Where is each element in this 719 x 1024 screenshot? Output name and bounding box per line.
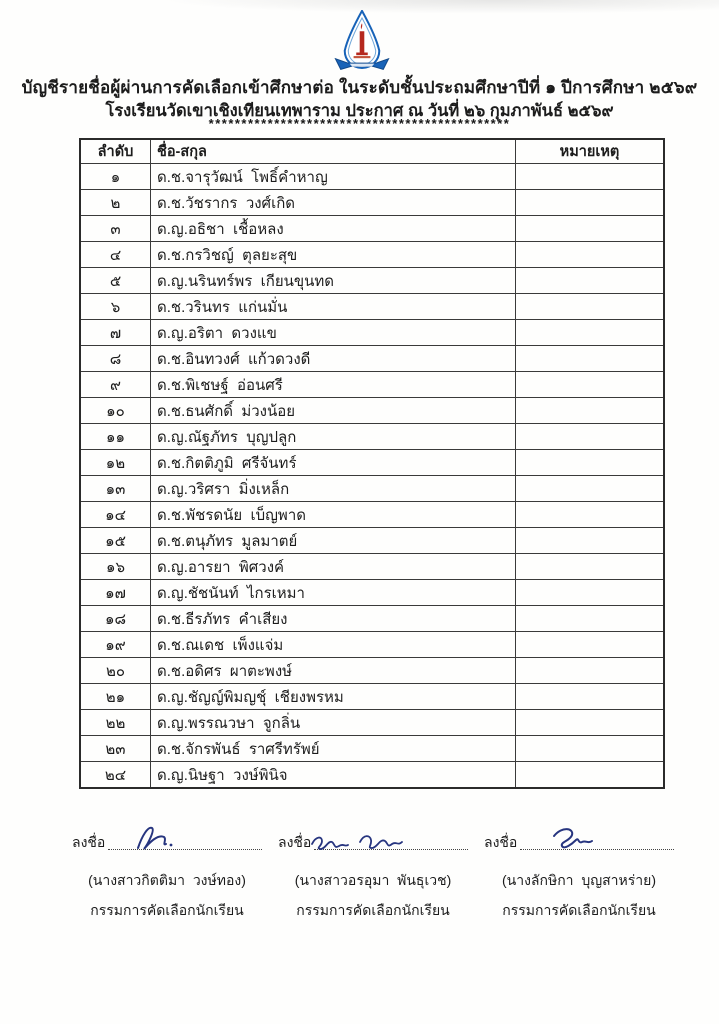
note-cell (516, 320, 665, 346)
signer-role: กรรมการคัดเลือกนักเรียน (90, 902, 244, 918)
student-name-cell: ด.ช.จักรพันธ์ ราศรีทรัพย์ (151, 736, 516, 762)
note-cell (516, 450, 665, 476)
column-header-no: ลำดับ (80, 139, 151, 164)
table-row (80, 268, 664, 294)
row-number-cell: ๙ (80, 372, 151, 398)
note-cell (516, 554, 665, 580)
student-name-cell: ด.ญ.อธิชา เชื้อหลง (151, 216, 516, 242)
note-cell (516, 268, 665, 294)
table-row (80, 658, 664, 684)
table-row (80, 294, 664, 320)
note-cell (516, 580, 665, 606)
student-name-cell: ด.ญ.ชัชนันท์ ไกรเหมา (151, 580, 516, 606)
row-number-cell: ๒๔ (80, 762, 151, 789)
table-row (80, 736, 664, 762)
row-number-cell: ๒ (80, 190, 151, 216)
student-name-cell: ด.ช.วรินทร แก่นมั่น (151, 294, 516, 320)
row-number-cell: ๖ (80, 294, 151, 320)
signer-name: (นางสาวกิตติมา วงษ์ทอง) (88, 872, 246, 888)
signer-name: (นางลักษิกา บุญสาหร่าย) (501, 872, 657, 888)
student-name-cell: ด.ญ.พรรณวษา จูกลิ่น (151, 710, 516, 736)
student-name-cell: ด.ญ.ณัฐภัทร บุญปลูก (151, 424, 516, 450)
table-row (80, 554, 664, 580)
table-row (80, 346, 664, 372)
sign-here-label: ลงชื่อ (72, 834, 106, 850)
row-number-cell: ๑๙ (80, 632, 151, 658)
row-number-cell: ๑๒ (80, 450, 151, 476)
student-name-cell: ด.ช.พิเชษฐ์ อ่อนศรี (151, 372, 516, 398)
note-cell (516, 528, 665, 554)
table-row (80, 528, 664, 554)
student-name-cell: ด.ช.กิตติภูมิ ศรีจันทร์ (151, 450, 516, 476)
note-cell (516, 762, 665, 789)
table-row (80, 476, 664, 502)
student-name-cell: ด.ญ.อริตา ดวงแข (151, 320, 516, 346)
table-row (80, 320, 664, 346)
table-row (80, 502, 664, 528)
note-cell (516, 632, 665, 658)
handwritten-signature (92, 822, 212, 856)
student-name-cell: ด.ช.อดิศร ผาตะพงษ์ (151, 658, 516, 684)
note-cell (516, 476, 665, 502)
table-row (80, 164, 664, 190)
student-name-cell: ด.ช.ตนุภัทร มูลมาตย์ (151, 528, 516, 554)
note-cell (516, 736, 665, 762)
row-number-cell: ๑๑ (80, 424, 151, 450)
column-header-note: หมายเหตุ (516, 139, 665, 164)
table-row (80, 580, 664, 606)
row-number-cell: ๑๗ (80, 580, 151, 606)
table-row (80, 216, 664, 242)
student-name-cell: ด.ญ.อารยา พิศวงค์ (151, 554, 516, 580)
table-row (80, 242, 664, 268)
student-name-cell: ด.ช.ธีรภัทร คำเสียง (151, 606, 516, 632)
row-number-cell: ๒๒ (80, 710, 151, 736)
water-drop-emblem-icon (325, 10, 399, 72)
note-cell (516, 216, 665, 242)
handwritten-signature (298, 822, 418, 856)
table-row (80, 398, 664, 424)
row-number-cell: ๔ (80, 242, 151, 268)
row-number-cell: ๑๔ (80, 502, 151, 528)
student-name-cell: ด.ช.วัชรากร วงศ์เกิด (151, 190, 516, 216)
row-number-cell: ๗ (80, 320, 151, 346)
sign-here-label: ลงชื่อ (484, 834, 518, 850)
note-cell (516, 346, 665, 372)
note-cell (516, 424, 665, 450)
table-row (80, 762, 664, 789)
row-number-cell: ๒๐ (80, 658, 151, 684)
signer-role: กรรมการคัดเลือกนักเรียน (502, 902, 656, 918)
student-name-cell: ด.ญ.นิษฐา วงษ์พินิจ (151, 762, 516, 789)
row-number-cell: ๒๓ (80, 736, 151, 762)
signer-role: กรรมการคัดเลือกนักเรียน (296, 902, 450, 918)
note-cell (516, 398, 665, 424)
student-name-cell: ด.ช.ธนศักดิ์ ม่วงน้อย (151, 398, 516, 424)
row-number-cell: ๘ (80, 346, 151, 372)
table-row (80, 684, 664, 710)
row-number-cell: ๓ (80, 216, 151, 242)
document-title-line1: บัญชีรายชื่อผู้ผ่านการคัดเลือกเข้าศึกษาต่อ ในระดับชั้นประถมศึกษาปีที่ ๑ ปีการศึกษา ๒๕๖๙ (21, 78, 698, 97)
note-cell (516, 710, 665, 736)
table-row (80, 190, 664, 216)
column-header-name: ชื่อ-สกุล (151, 139, 516, 164)
student-name-cell: ด.ญ.นรินทร์พร เกียนขุนทด (151, 268, 516, 294)
signature-block (278, 828, 468, 922)
student-name-cell: ด.ญ.ชัญญ์พิมญชุ์ เชียงพรหม (151, 684, 516, 710)
table-row (80, 424, 664, 450)
table-row (80, 632, 664, 658)
row-number-cell: ๑ (80, 164, 151, 190)
handwritten-signature (504, 822, 624, 856)
note-cell (516, 372, 665, 398)
note-cell (516, 502, 665, 528)
scan-artifact (160, 0, 719, 14)
separator-line: ********************************************** (208, 116, 511, 131)
signature-block (484, 828, 674, 922)
row-number-cell: ๕ (80, 268, 151, 294)
note-cell (516, 190, 665, 216)
table-row (80, 606, 664, 632)
signature-section (0, 828, 719, 928)
signature-block (72, 828, 262, 922)
table-row (80, 710, 664, 736)
school-logo (325, 10, 399, 72)
row-number-cell: ๑๘ (80, 606, 151, 632)
row-number-cell: ๒๑ (80, 684, 151, 710)
student-name-cell: ด.ช.ณเดช เพ็งแจ่ม (151, 632, 516, 658)
note-cell (516, 164, 665, 190)
note-cell (516, 294, 665, 320)
table-header-row (80, 139, 664, 164)
student-name-cell: ด.ญ.วริศรา มิ่งเหล็ก (151, 476, 516, 502)
document-title-line2: โรงเรียนวัดเขาเชิงเทียนเทพาราม ประกาศ ณ วันที่ ๒๖ กุมภาพันธ์ ๒๕๖๙ (105, 102, 614, 120)
student-name-cell: ด.ช.อินทวงศ์ แก้วดวงดี (151, 346, 516, 372)
note-cell (516, 606, 665, 632)
note-cell (516, 242, 665, 268)
row-number-cell: ๑๓ (80, 476, 151, 502)
student-name-cell: ด.ช.จารุวัฒน์ โพธิ์คำหาญ (151, 164, 516, 190)
row-number-cell: ๑๖ (80, 554, 151, 580)
student-table (79, 138, 665, 789)
table-row (80, 372, 664, 398)
note-cell (516, 658, 665, 684)
signer-name: (นางสาวอรอุมา พันธุเวช) (294, 872, 452, 888)
row-number-cell: ๑๕ (80, 528, 151, 554)
sign-here-label: ลงชื่อ (278, 834, 312, 850)
note-cell (516, 684, 665, 710)
row-number-cell: ๑๐ (80, 398, 151, 424)
student-name-cell: ด.ช.พัชรดนัย เบ็ญพาด (151, 502, 516, 528)
student-name-cell: ด.ช.กรวิชญ์ ตุลยะสุข (151, 242, 516, 268)
table-row (80, 450, 664, 476)
